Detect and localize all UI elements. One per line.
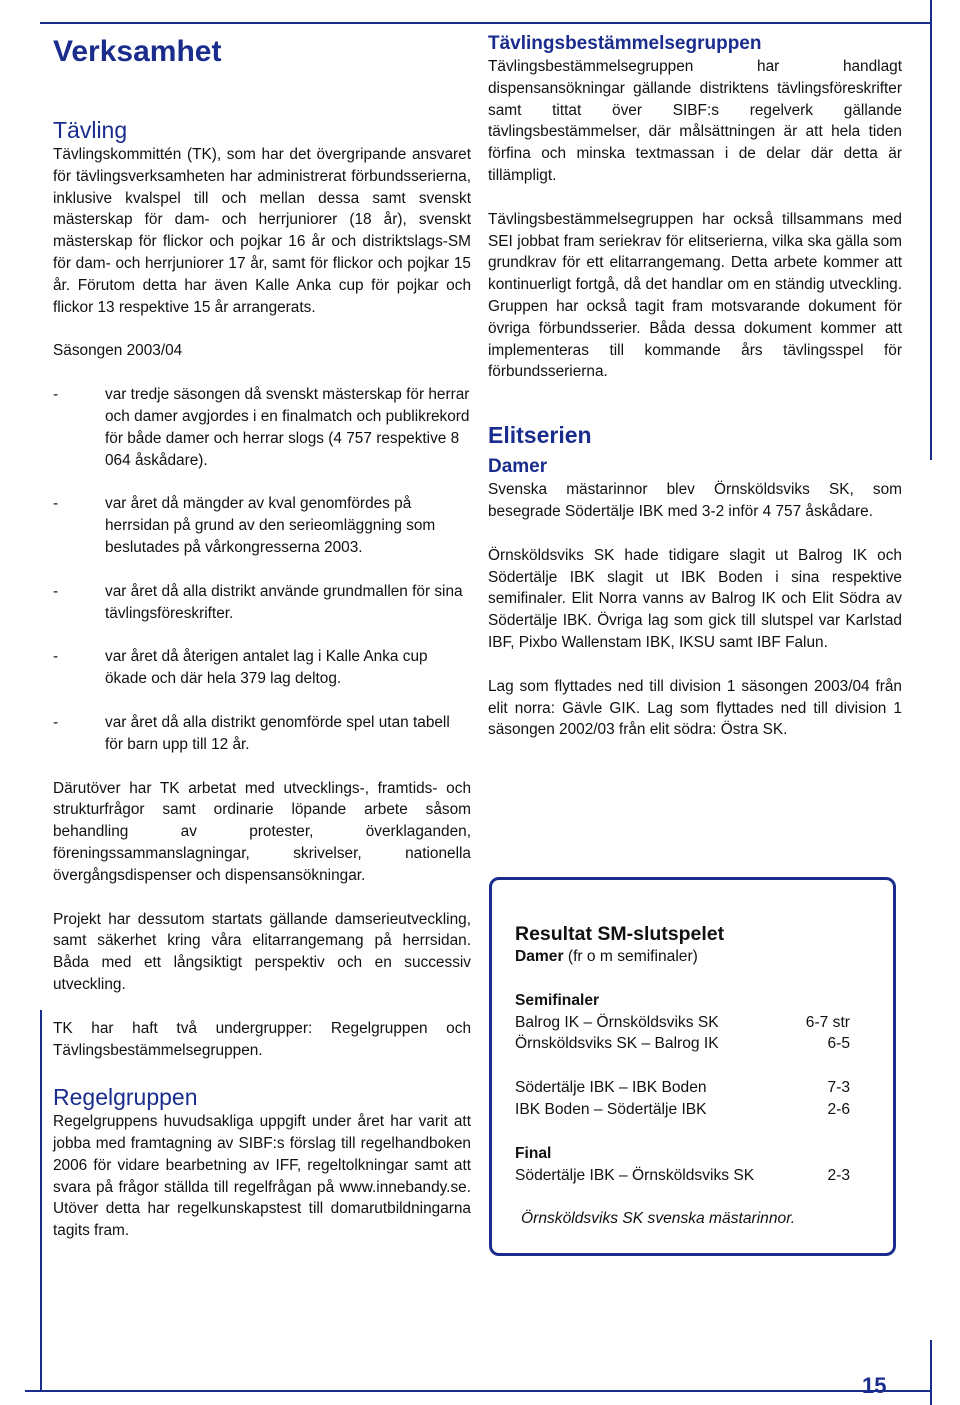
list-item: - var året då alla distrikt genomförde spel utan tabell för barn upp till 12 år. bbox=[53, 713, 450, 753]
elitserien-paragraph-2: Örnsköldsviks SK hade tidigare slagit ut Balrog IK och Södertälje IBK slagit ut IBK Boden i sina respektive semifinaler. Elit Norra vanns av Balrog IK och Elit Södra av Södertälje IBK. Övriga lag som gick till slutspel var Karlstad IBF, Pixbo Wallenstam IBK, IKSU samt IBF Falun. bbox=[488, 546, 902, 651]
elitserien-paragraph-1: Svenska mästarinnor blev Örnsköldsviks SK, som besegrade Södertälje IBK med 3-2 inför 4 757 åskådare. bbox=[488, 481, 902, 520]
right-column bbox=[488, 32, 902, 741]
regelgruppen-heading: Regelgruppen bbox=[53, 1084, 198, 1111]
dash-marker: - bbox=[53, 648, 59, 666]
elitserien-heading: Elitserien bbox=[488, 422, 592, 449]
frame-rule-bottom bbox=[25, 1390, 930, 1392]
final-label: Final bbox=[515, 1144, 552, 1162]
results-title: Resultat SM-slutspelet bbox=[515, 923, 725, 945]
page-title: Verksamhet bbox=[53, 35, 222, 68]
list-item: - var året då återigen antalet lag i Kalle Anka cup ökade och där hela 379 lag deltog. bbox=[53, 648, 428, 688]
results-content bbox=[515, 922, 850, 1230]
page-number: 15 bbox=[862, 1373, 887, 1398]
season-bullet-list bbox=[53, 384, 471, 755]
result-row: Balrog IK – Örnsköldsviks SK 6-7 str bbox=[515, 1013, 850, 1031]
result-row: Örnsköldsviks SK – Balrog IK 6-5 bbox=[515, 1035, 850, 1053]
tavling-paragraph: Tävlingskommittén (TK), som har det övergripande ansvaret för tävlingsverksamheten har administrerat förbundsserierna, inklusive kvalspel till och mellan dessa samt svenskt mästerskap för dam- och herrjuniorer (18 år), svenskt mästerskap för flickor och pojkar 16 år och distriktslags-SM för dam- och herrjuniorer 17 år, samt för flickor och pojkar 15 år. Förutom detta har även Kalle Anka cup för pojkar och flickor 13 respektive 15 år arrangerats. bbox=[53, 146, 471, 316]
frame-rule-left bbox=[40, 1010, 42, 1390]
projekt-paragraph: Projekt har dessutom startats gällande damserieutveckling, samt säkerhet kring våra elitarrangemang på herrsidan. Båda med ett långsiktigt perspektiv och en successiv utveckling. bbox=[53, 910, 471, 993]
tbg-paragraph-1: Tävlingsbestämmelsegruppen har handlagt dispensansökningar gällande distriktens tävlingsföreskrifter samt tittat över SIBF:s regelverk gällande tävlingsbestämmelser, där målsättningen är att hela tiden förfina och minska textmassan i de delar där detta är tillämpligt. bbox=[488, 58, 902, 184]
frame-rule-top bbox=[40, 22, 932, 24]
elitserien-paragraph-3: Lag som flyttades ned till division 1 säsongen 2003/04 från elit norra: Gävle GIK. Lag som flyttades ned till division 1 säsongen 2002/03 från elit södra: Östra SK. bbox=[488, 677, 902, 739]
damer-heading: Damer bbox=[488, 456, 548, 478]
left-column bbox=[53, 32, 471, 1242]
season-label: Säsongen 2003/04 bbox=[53, 342, 183, 360]
champion-note: Örnsköldsviks SK svenska mästarinnor. bbox=[521, 1210, 796, 1228]
tbg-heading: Tävlingsbestämmelsegruppen bbox=[488, 33, 762, 54]
darutover-paragraph: Därutöver har TK arbetat med utvecklings-, framtids- och strukturfrågor samt ordinarie löpande arbete såsom behandling av protester, överklaganden, föreningssammanslagningar, skrivelser, nationella övergångsdispenser och dispensansökningar. bbox=[53, 779, 471, 884]
dash-marker: - bbox=[53, 495, 59, 513]
dash-marker: - bbox=[53, 386, 59, 404]
list-item: - var året då mängder av kval genomfördes på herrsidan på grund av den serieomläggning som beslutades på vårkongresserna 2003. bbox=[53, 495, 436, 556]
results-box bbox=[489, 877, 896, 1256]
tk-paragraph: TK har haft två undergrupper: Regelgruppen och Tävlingsbestämmelsegruppen. bbox=[53, 1019, 471, 1059]
list-item: - var tredje säsongen då svenskt mästerskap för herrar och damer avgjordes i en finalmatch och publikrekord för både damer och herrar slogs (4 757 respektive 8 064 åskådare). bbox=[53, 386, 470, 469]
regelgruppen-paragraph: Regelgruppens huvudsakliga uppgift under året har varit att jobba med framtagning av SIBF:s förslag till regelhandboken 2006 för vidare bearbetning av IFF, regeltolkningar samt att svara på frågor ställda till regelfrågan på www.innebandy.se. Utöver detta har regelkunskapstest till domarutbildningarna tagits fram. bbox=[53, 1113, 471, 1240]
result-row: IBK Boden – Södertälje IBK 2-6 bbox=[515, 1100, 850, 1118]
semifinal-label: Semifinaler bbox=[515, 991, 600, 1009]
frame-rule-right-bottom bbox=[930, 1340, 932, 1405]
dash-marker: - bbox=[53, 713, 59, 731]
dash-marker: - bbox=[53, 582, 59, 600]
tbg-paragraph-2: Tävlingsbestämmelsegruppen har också tillsammans med SEI jobbat fram seriekrav för elitserierna, vilka ska gälla som grundkrav för ett elitarrangemang. Detta arbete kommer att kontinuerligt fortgå, då det handlar om en ständig utveckling. Gruppen har också tagit fram motsvarande dokument för övriga förbundsserier. Båda dessa dokument kommer att implementeras till kommande års tävlingsspel för förbundsserierna. bbox=[488, 210, 902, 381]
results-subtitle: Damer (fr o m semifinaler) bbox=[515, 948, 698, 965]
tavling-heading: Tävling bbox=[53, 117, 128, 143]
result-row: Södertälje IBK – IBK Boden 7-3 bbox=[515, 1079, 850, 1097]
list-item: - var året då alla distrikt använde grundmallen för sina tävlingsföreskrifter. bbox=[53, 582, 463, 622]
frame-rule-right-top bbox=[930, 0, 932, 460]
result-row: Södertälje IBK – Örnsköldsviks SK 2-3 bbox=[515, 1166, 850, 1184]
